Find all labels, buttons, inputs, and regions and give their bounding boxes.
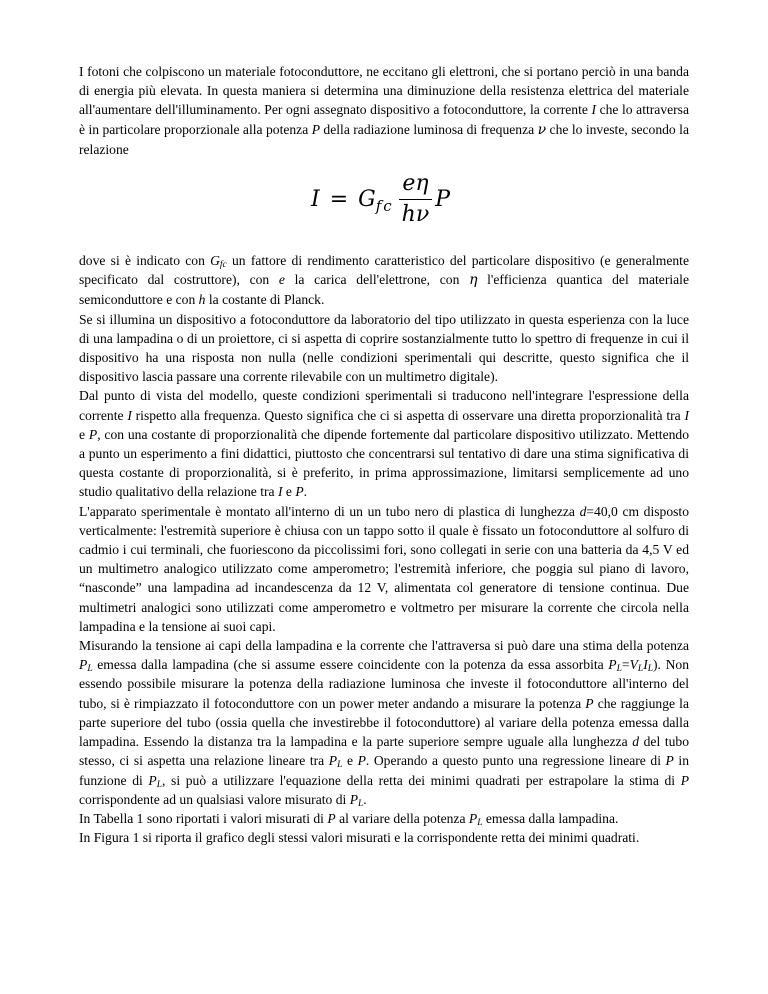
paragraph-measurement: Misurando la tensione ai capi della lampadina e la corrente che l'attraversa si può dare una stima della potenza $P_L$ emessa dalla lampadina (che si assume essere coincidente con la potenza da essa assorbita $P_L=V_LI_L$). Non essendo possibile misurare la potenza della radiazione luminosa che investe il fotoconduttore all'interno del tubo, si è rimpiazzato il fotoconduttore con un power meter andando a misurare la potenza P che raggiunge la parte superiore del tubo (ossia quella che investirebbe il fotoconduttore) al variare della potenza emessa dalla lampadina. Essendo la distanza tra la lampadina e la parte superiore sempre uguale alla lunghezza d del tubo stesso, ci si aspetta una relazione lineare tra $P_L$ e P. Operando a questo punto una regressione lineare di P in funzione di $P_L$, si può a utilizzare l'equazione della retta dei minimi quadrati per estrapolare la stima di P corrispondente ad un qualsiasi valore misurato di $P_L$. <box>79 638 690 809</box>
paragraph-symbols: dove si è indicato con $G_{fc}$ un fattore di rendimento caratteristico del particolare dispositivo (e generalmente specificato dal costruttore), con e la carica dell'elettrone, con η l'efficienza quantica del materiale semiconduttore e con h la costante di Planck. <box>79 253 689 308</box>
paragraph-table-ref: In Tabella 1 sono riportati i valori misurati di P al variare della potenza $P_L$ emessa dalla lampadina. <box>79 810 619 828</box>
paragraph-intro: I fotoni che colpiscono un materiale fotoconduttore, ne eccitano gli elettroni, che si portano perciò in una banda di energia più elevata. In questa maniera si determina una diminuzione della resistenza elettrica del materiale all'aumentare dell'illuminamento. Per ogni assegnato dispositivo a fotoconduttore, la corrente I che lo attraversa è in particolare proporzionale alla potenza P della radiazione luminosa di frequenza ν che lo investe, secondo la relazione <box>79 64 689 157</box>
equation-fraction: $\frac{e\eta}{h\nu}$ <box>399 171 433 228</box>
paragraph-apparatus: L'apparato sperimentale è montato all'interno di un un tubo nero di plastica di lunghezza d=40,0 cm disposto verticalmente: l'estremità superiore è chiusa con un tappo sotto il quale è fissato un fotoconduttore al solfuro di cadmio i cui terminali, che fuoriescono da piccolissimi fori, sono collegati in serie con una batteria da 4,5 V ed un multimetro analogico utilizzato come amperometro; l'estremità inferiore, che poggia sul piano di lavoro, “nasconde” una lampadina ad incandescenza da 12 V, alimentata col generatore di tensione continua. Due multimetri analogici sono utilizzati come amperometro e voltmetro per misurare la corrente che circola nella lampadina e la tensione ai suoi capi. <box>79 503 689 634</box>
current-equation: I = G fc $\frac{e\eta}{h\nu}$ P <box>311 171 451 228</box>
paragraph-model: Dal punto di vista del modello, queste condizioni sperimentali si traducono nell'integrare l'espressione della corrente I rispetto alla frequenza. Questo significa che ci si aspetta di osservare una diretta proporzionalità tra I e P, con una costante di proporzionalità che dipende fortemente dal particolare dispositivo utilizzato. Mettendo a punto un esperimento a fini didattici, piuttosto che concentrarsi sul tentativo di dare una stima significativa di questa costante di proporzionalità, si è preferito, in prima approssimazione, limitarsi semplicemente ad uno studio qualitativo della relazione tra I e P. <box>79 388 689 500</box>
paragraph-figure-ref: In Figura 1 si riporta il grafico degli stessi valori misurati e la corrispondente retta dei minimi quadrati. <box>79 830 640 846</box>
paragraph-spectrum: Se si illumina un dispositivo a fotoconduttore da laboratorio del tipo utilizzato in questa esperienza con la luce di una lampadina o di un proiettore, ci si aspetta di coprire sostanzialmente tutto lo spettro di frequenze in cui il dispositivo ha una risposta non nulla (nelle condizioni sperimentali qui descritte, questo significa che il dispositivo lascia passare una corrente rilevabile con un multimetro digitale). <box>79 311 689 385</box>
equation-block <box>79 163 689 243</box>
document-body <box>79 62 689 847</box>
